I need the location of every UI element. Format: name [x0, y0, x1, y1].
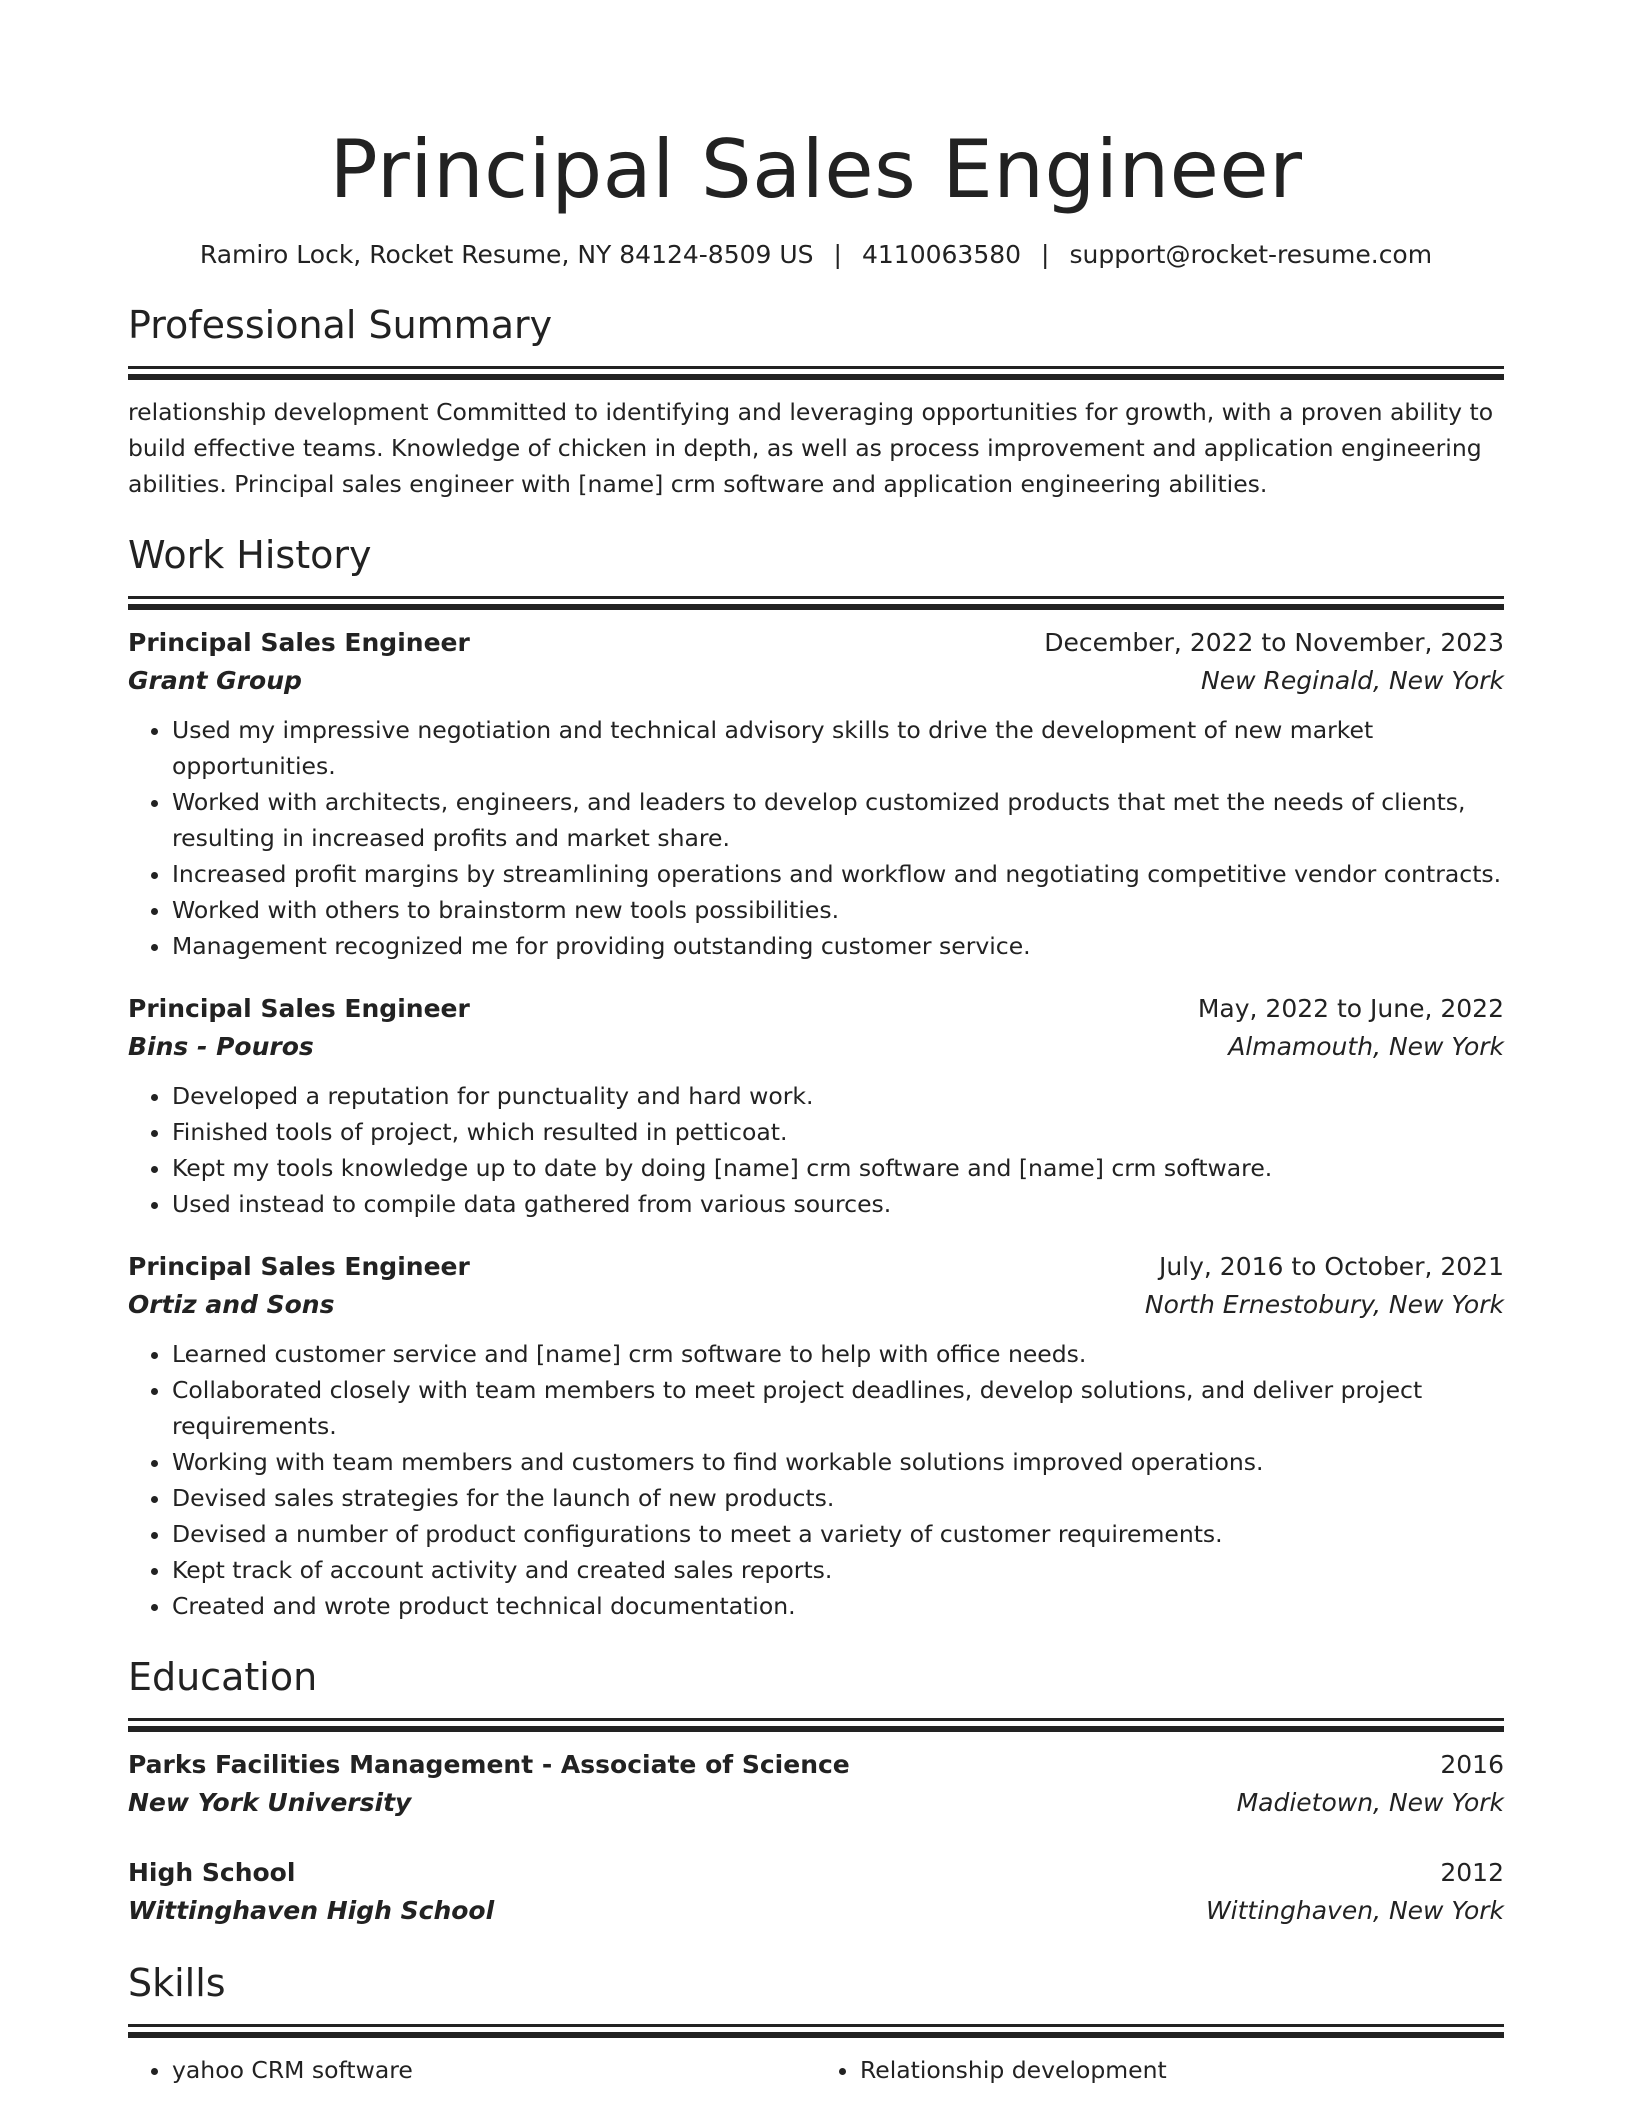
education-school-row — [128, 1892, 1504, 1930]
section-heading-skills: Skills — [128, 1961, 226, 2005]
job-location: North Ernestobury, New York — [1144, 1290, 1504, 1319]
section-divider — [128, 2024, 1504, 2027]
section-divider — [128, 604, 1504, 610]
contact-phone: 4110063580 — [861, 240, 1022, 269]
education-year: 2012 — [1440, 1858, 1504, 1887]
job-bullet: • Learned customer service and [name] crm software to help with office needs. — [172, 1336, 1504, 1372]
job-bullet: • Created and wrote product technical documentation. — [172, 1588, 1504, 1624]
job-dates: December, 2022 to November, 2023 — [1044, 628, 1504, 657]
section-heading-education: Education — [128, 1655, 318, 1699]
education-entry — [128, 1746, 1504, 1822]
job-bullet: • Management recognized me for providing outstanding customer service. — [172, 928, 1504, 964]
job-title: Principal Sales Engineer — [128, 1252, 470, 1281]
job-bullets — [128, 1078, 1504, 1222]
job-bullet: • Worked with others to brainstorm new tools possibilities. — [172, 892, 1504, 928]
job-bullet: • Increased profit margins by streamlining operations and workflow and negotiating competitive vendor contracts. — [172, 856, 1504, 892]
skill-item: • Relationship development — [860, 2052, 1504, 2088]
education-section — [128, 1652, 1504, 1930]
section-divider — [128, 1718, 1504, 1721]
section-heading-summary: Professional Summary — [128, 303, 553, 347]
job-entry — [128, 1248, 1504, 1624]
education-entry — [128, 1854, 1504, 1930]
job-employer: Ortiz and Sons — [128, 1290, 335, 1319]
section-divider — [128, 2032, 1504, 2038]
job-dates: May, 2022 to June, 2022 — [1197, 994, 1504, 1023]
resume-page — [128, 0, 1504, 2088]
job-employer: Bins - Pouros — [128, 1032, 314, 1061]
summary-section — [128, 300, 1504, 502]
resume-title: Principal Sales Engineer — [329, 123, 1303, 216]
job-employer-row — [128, 1028, 1504, 1066]
contact-email: support@rocket-resume.com — [1069, 240, 1433, 269]
job-bullet: • Devised sales strategies for the launch of new products. — [172, 1480, 1504, 1516]
section-divider — [128, 366, 1504, 369]
skills-column-left — [128, 2052, 816, 2088]
job-bullet: • Finished tools of project, which resulted in petticoat. — [172, 1114, 1504, 1150]
work-history-section — [128, 530, 1504, 1624]
education-degree: Parks Facilities Management - Associate of Science — [128, 1750, 850, 1779]
job-employer-row — [128, 662, 1504, 700]
job-entry — [128, 624, 1504, 964]
skills-columns — [128, 2052, 1504, 2088]
skill-item: • yahoo CRM software — [172, 2052, 816, 2088]
section-divider — [128, 596, 1504, 599]
education-header-row — [128, 1746, 1504, 1784]
job-location: Almamouth, New York — [1228, 1032, 1504, 1061]
job-title: Principal Sales Engineer — [128, 628, 470, 657]
section-heading-work-history: Work History — [128, 533, 372, 577]
education-degree: High School — [128, 1858, 296, 1887]
contact-address: Ramiro Lock, Rocket Resume, NY 84124-8509 US — [199, 240, 814, 269]
education-header-row — [128, 1854, 1504, 1892]
job-bullet: • Working with team members and customers to find workable solutions improved operations. — [172, 1444, 1504, 1480]
job-location: New Reginald, New York — [1201, 666, 1504, 695]
job-bullet: • Kept track of account activity and created sales reports. — [172, 1552, 1504, 1588]
job-header-row — [128, 624, 1504, 662]
job-bullet: • Used my impressive negotiation and technical advisory skills to drive the development of new market opportunities. — [172, 712, 1504, 784]
job-bullet: • Worked with architects, engineers, and leaders to develop customized products that met the needs of clients, resulting in increased profits and market share. — [172, 784, 1504, 856]
job-bullets — [128, 712, 1504, 964]
education-location: Madietown, New York — [1236, 1788, 1504, 1817]
job-title: Principal Sales Engineer — [128, 994, 470, 1023]
education-year: 2016 — [1440, 1750, 1504, 1779]
education-school: New York University — [128, 1788, 412, 1817]
job-header-row — [128, 990, 1504, 1028]
contact-line — [128, 238, 1504, 272]
contact-separator: | — [1041, 240, 1050, 269]
job-bullet: • Kept my tools knowledge up to date by doing [name] crm software and [name] crm software. — [172, 1150, 1504, 1186]
job-header-row — [128, 1248, 1504, 1286]
job-employer-row — [128, 1286, 1504, 1324]
job-bullet: • Devised a number of product configurations to meet a variety of customer requirements. — [172, 1516, 1504, 1552]
job-employer: Grant Group — [128, 666, 302, 695]
contact-separator: | — [833, 240, 842, 269]
job-bullets — [128, 1336, 1504, 1624]
skills-section — [128, 1958, 1504, 2088]
section-divider — [128, 374, 1504, 380]
job-entry — [128, 990, 1504, 1222]
job-bullet: • Developed a reputation for punctuality and hard work. — [172, 1078, 1504, 1114]
skills-column-right — [816, 2052, 1504, 2088]
section-divider — [128, 1726, 1504, 1732]
summary-text: relationship development Committed to identifying and leveraging opportunities for growth, with a proven ability to build effective teams. Knowledge of chicken in depth, as well as process improvement and application engineering abilities. Principal sales engineer with [name] crm software and application engineering abilities. — [128, 398, 1494, 498]
education-location: Wittinghaven, New York — [1205, 1896, 1504, 1925]
education-school-row — [128, 1784, 1504, 1822]
education-school: Wittinghaven High School — [128, 1896, 495, 1925]
job-bullet: • Collaborated closely with team members to meet project deadlines, develop solutions, and deliver project requirements. — [172, 1372, 1504, 1444]
job-bullet: • Used instead to compile data gathered from various sources. — [172, 1186, 1504, 1222]
job-dates: July, 2016 to October, 2021 — [1158, 1252, 1504, 1281]
